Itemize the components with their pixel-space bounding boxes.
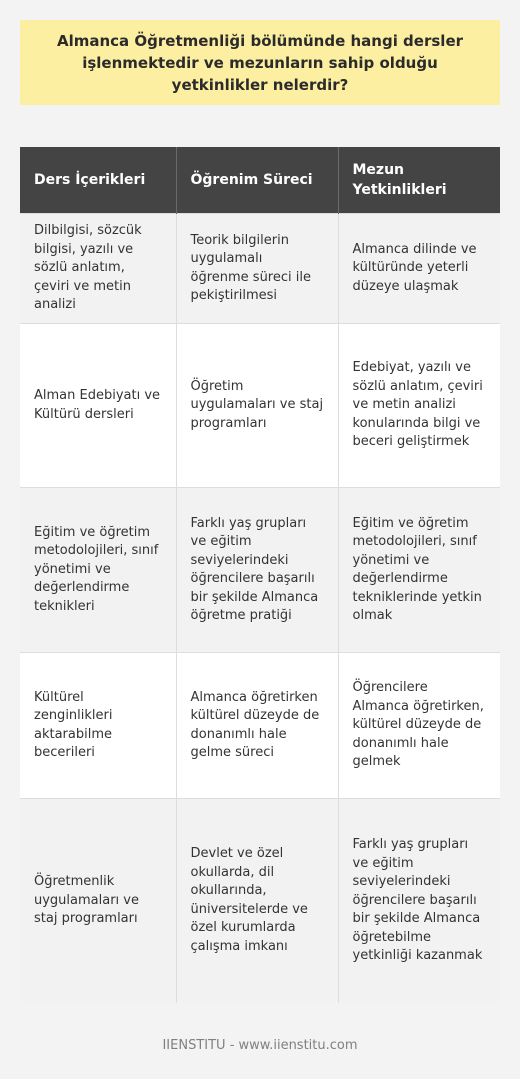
table-cell: Farklı yaş grupları ve eğitim seviyelerindeki öğrencilere başarılı bir şekilde Almanca öğretebilme yetkinliği kazanmak (338, 799, 500, 1003)
table-cell: Öğretim uygulamaları ve staj programları (176, 324, 338, 488)
table-cell: Edebiyat, yazılı ve sözlü anlatım, çeviri ve metin analizi konularında bilgi ve beceri geliştirmek (338, 324, 500, 488)
column-header: Mezun Yetkinlikleri (338, 147, 500, 214)
table-row (20, 653, 500, 799)
table-cell: Kültürel zenginlikleri aktarabilme becerileri (20, 653, 176, 799)
table-cell: Eğitim ve öğretim metodolojileri, sınıf yönetimi ve değerlendirme teknikleri (20, 488, 176, 653)
table-cell: Öğrencilere Almanca öğretirken, kültürel düzeyde de donanımlı hale gelmek (338, 653, 500, 799)
table-header-row (20, 147, 500, 214)
table-row (20, 488, 500, 653)
table-cell: Farklı yaş grupları ve eğitim seviyelerindeki öğrencilere başarılı bir şekilde Almanca öğretme pratiği (176, 488, 338, 653)
table-cell: Almanca dilinde ve kültüründe yeterli düzeye ulaşmak (338, 214, 500, 324)
footer-credit: IIENSTITU - www.iienstitu.com (162, 1038, 358, 1053)
table-cell: Almanca öğretirken kültürel düzeyde de donanımlı hale gelme süreci (176, 653, 338, 799)
column-header: Ders İçerikleri (20, 147, 176, 214)
table-cell: Öğretmenlik uygulamaları ve staj programları (20, 799, 176, 1003)
page-title: Almanca Öğretmenliği bölümünde hangi dersler işlenmektedir ve mezunların sahip olduğu yetkinlikler nelerdir? (56, 31, 464, 94)
column-header: Öğrenim Süreci (176, 147, 338, 214)
table-cell: Devlet ve özel okullarda, dil okullarında, üniversitelerde ve özel kurumlarda çalışma imkanı (176, 799, 338, 1003)
title-banner (20, 20, 500, 105)
comparison-table (20, 147, 500, 1003)
table-cell: Teorik bilgilerin uygulamalı öğrenme süreci ile pekiştirilmesi (176, 214, 338, 324)
table-cell: Eğitim ve öğretim metodolojileri, sınıf yönetimi ve değerlendirme tekniklerinde yetkin olmak (338, 488, 500, 653)
table-row (20, 214, 500, 324)
table-row (20, 799, 500, 1003)
table-cell: Dilbilgisi, sözcük bilgisi, yazılı ve sözlü anlatım, çeviri ve metin analizi (20, 214, 176, 324)
table-row (20, 324, 500, 488)
table-cell: Alman Edebiyatı ve Kültürü dersleri (20, 324, 176, 488)
